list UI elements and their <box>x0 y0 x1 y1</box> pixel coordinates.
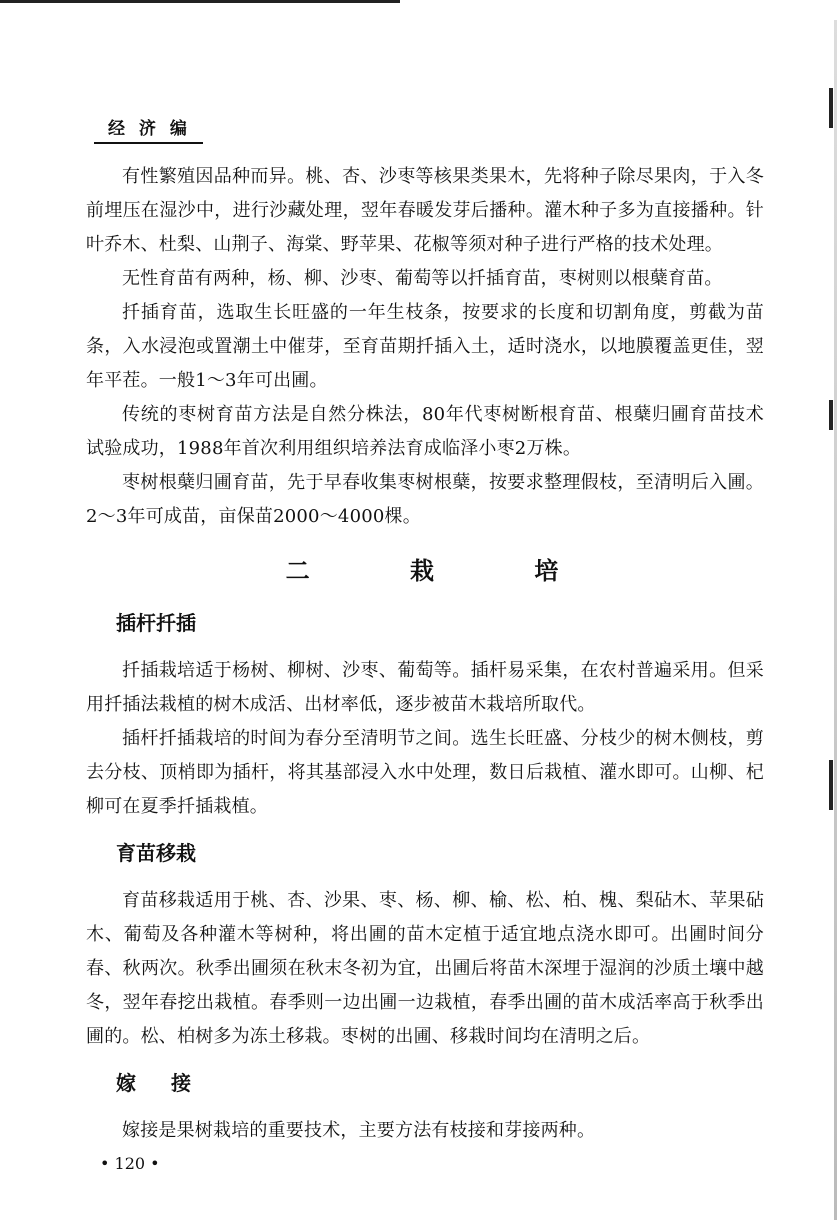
paragraph: 插杆扦插栽培的时间为春分至清明节之间。选生长旺盛、分枝少的树木侧枝，剪去分枝、顶梢即为插杆，将其基部浸入水中处理，数日后栽植、灌水即可。山柳、杞柳可在夏季扦插栽植。 <box>86 728 764 817</box>
margin-mark <box>829 760 833 810</box>
paragraph: 扦插栽培适于杨树、柳树、沙枣、葡萄等。插杆易采集，在农村普遍采用。但采用扦插法栽植的树木成活、出材率低，逐步被苗木栽培所取代。 <box>86 660 764 715</box>
paragraph: 无性育苗有两种，杨、柳、沙枣、葡萄等以扦插育苗，枣树则以根蘖育苗。 <box>122 268 723 289</box>
paragraph: 育苗移栽适用于桃、杏、沙果、枣、杨、柳、榆、松、柏、槐、梨砧木、苹果砧木、葡萄及各种灌木等树种，将出圃的苗木定植于适宜地点浇水即可。出圃时间分春、秋两次。秋季出圃须在秋末冬初为宜，出圃后将苗木深埋于湿润的沙质土壤中越冬，翌年春挖出栽植。春季则一边出圃一边栽植，春季出圃的苗木成活率高于秋季出圃的。松、柏树多为冻土移栽。枣树的出圃、移栽时间均在清明之后。 <box>86 890 764 1047</box>
margin-mark <box>829 88 833 128</box>
scan-edge-top <box>0 0 400 3</box>
margin-mark <box>829 400 833 430</box>
paragraph: 传统的枣树育苗方法是自然分株法，80年代枣树断根育苗、根蘖归圃育苗技术试验成功，1988年首次利用组织培养法育成临泽小枣2万株。 <box>86 404 764 459</box>
paragraph: 嫁接是果树栽培的重要技术，主要方法有枝接和芽接两种。 <box>122 1120 596 1141</box>
running-header: 经 济 编 <box>94 114 203 144</box>
subsection-heading: 嫁 接 <box>116 1071 205 1095</box>
subsection-heading: 育苗移栽 <box>116 841 196 865</box>
section-title: 二 栽 培 <box>285 556 605 585</box>
paragraph: 枣树根蘖归圃育苗，先于早春收集枣树根蘖，按要求整理假枝，至清明后入圃。2～3年可成苗，亩保苗2000～4000棵。 <box>86 472 764 527</box>
paragraph: 有性繁殖因品种而异。桃、杏、沙枣等核果类果木，先将种子除尽果肉，于入冬前埋压在湿沙中，进行沙藏处理，翌年春暖发芽后播种。灌木种子多为直接播种。针叶乔木、杜梨、山荆子、海棠、野苹果、花椒等须对种子进行严格的技术处理。 <box>86 166 764 255</box>
page-body <box>86 160 764 1148</box>
subsection-heading: 插杆扦插 <box>116 611 196 635</box>
page-number: • 120 • <box>100 1154 160 1173</box>
paragraph: 扦插育苗，选取生长旺盛的一年生枝条，按要求的长度和切割角度，剪截为苗条，入水浸泡或置潮土中催芽，至育苗期扦插入土，适时浇水，以地膜覆盖更佳，翌年平茬。一般1～3年可出圃。 <box>86 302 764 391</box>
